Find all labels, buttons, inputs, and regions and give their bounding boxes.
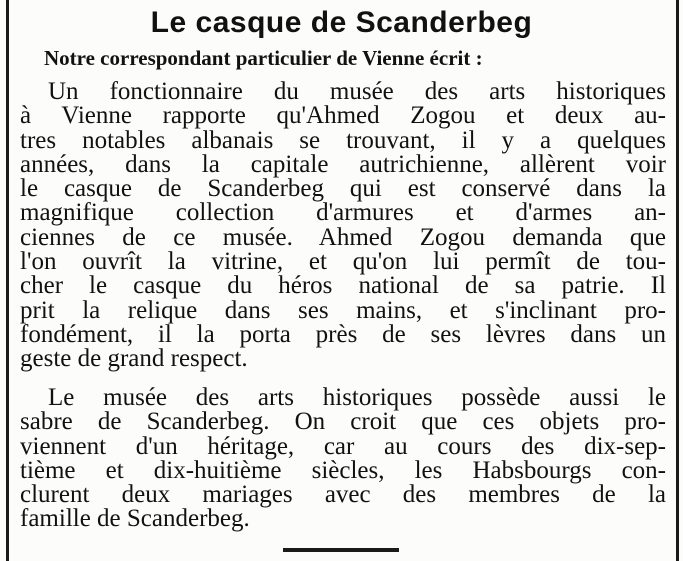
text-line: prit la relique dans ses mains, et s'inclinant pro- [20, 296, 666, 324]
text-line: fondément, il la porta près de ses lèvres dans un [20, 320, 666, 348]
text-line: années, dans la capitale autrichienne, allèrent voir [20, 150, 666, 178]
article-headline: Le casque de Scanderbeg [150, 6, 533, 39]
column-rule-left [6, 0, 9, 561]
paragraph-1 [20, 80, 666, 372]
text-line: Le musée des arts historiques possède aussi le [48, 384, 666, 411]
text-line: tres notables albanais se trouvant, il y a quelques [20, 126, 666, 154]
text-line: geste de grand respect. [20, 345, 248, 373]
text-line: Un fonctionnaire du musée des arts historiques [48, 78, 666, 105]
text-line: sabre de Scanderbeg. On croit que ces objets pro- [20, 408, 666, 436]
text-line: magnifique collection d'armures et d'armes an- [20, 199, 666, 227]
text-line: viennent d'un héritage, car au cours des dix-sep- [20, 432, 666, 460]
article-intro: Notre correspondant particulier de Vienne écrit : [44, 46, 483, 70]
text-line: ciennes de ce musée. Ahmed Zogou demanda que [20, 223, 666, 251]
text-line: clurent deux mariages avec des membres de la [20, 481, 666, 509]
column-rule-right [676, 0, 679, 561]
text-line: à Vienne rapporte qu'Ahmed Zogou et deux au- [20, 102, 666, 130]
text-line: l'on ouvrît la vitrine, et qu'on lui permît de tou- [20, 248, 666, 276]
article-end-rule [283, 548, 399, 552]
text-line: famille de Scanderbeg. [20, 505, 250, 533]
paragraph-2 [20, 386, 666, 532]
text-line: le casque de Scanderbeg qui est conservé dans la [20, 175, 666, 203]
text-line: cher le casque du héros national de sa patrie. Il [20, 272, 666, 300]
text-line: tième et dix-huitième siècles, les Habsbourgs con- [20, 456, 666, 484]
